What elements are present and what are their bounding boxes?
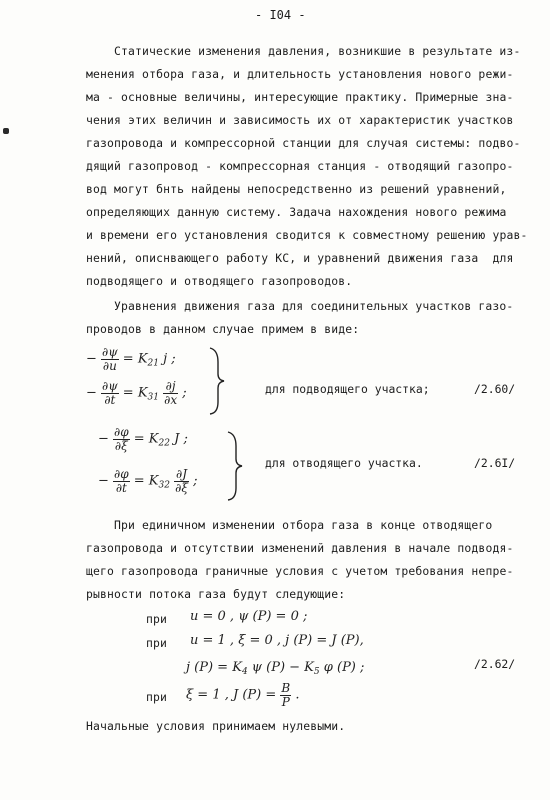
equation-2-61-b: − $\frac{\partial\varphi}{\partial t}$ = $K_{32}$ $\frac{\partial J}{\partial\xi}$ ; bbox=[98, 467, 198, 495]
condition-4: ξ = 1 , J (P) = $\frac{B}{P}$ . bbox=[186, 681, 300, 709]
text-line: менения отбора газа, и длительность установления нового режи- bbox=[86, 67, 514, 81]
text-line: нений, описнвающего работу КС, и уравнений движения газа для bbox=[86, 251, 514, 265]
equation-2-61-a: − $\frac{\partial\varphi}{\partial\xi}$ = $K_{22}$ J ; bbox=[98, 425, 188, 453]
text-line: чения этих величин и зависимость их от характеристик участков bbox=[86, 113, 514, 127]
equation-number: /2.62/ bbox=[474, 657, 516, 671]
equation-number: /2.6I/ bbox=[474, 456, 516, 470]
condition-3: j $(P) = K_4$ ψ $(P) - K_5$ φ (P) ; bbox=[186, 660, 365, 677]
text-line: и времени его установления сводится к совместному решению урав- bbox=[86, 228, 528, 242]
condition-1: u = 0 , ψ (P) = 0 ; bbox=[190, 609, 308, 624]
text-line: определяющих данную систему. Задача нахождения нового режима bbox=[86, 205, 507, 219]
text-line: Начальные условия принимаем нулевыми. bbox=[86, 719, 346, 733]
text-line: рывности потока газа будут следующие: bbox=[86, 587, 346, 601]
brace-icon bbox=[206, 346, 228, 416]
text-line: дящий газопровод - компрессорная станция - отводящий газопро- bbox=[86, 159, 514, 173]
text-line: подводящего и отводящего газопроводов. bbox=[86, 274, 353, 288]
text-line: проводов в данном случае примем в виде: bbox=[86, 322, 360, 336]
page-number: - I04 - bbox=[255, 8, 306, 22]
condition-2: u = 1 , ξ = 0 , j (P) = J (P), bbox=[190, 633, 364, 648]
text-line: вод могут бнть найдены непосредственно из решений уравнений, bbox=[86, 182, 507, 196]
equation-2-60-a: − $\frac{\partial\psi}{\partial u}$ = $K_{21}$ j ; bbox=[86, 345, 176, 373]
condition-prefix: при bbox=[146, 690, 168, 704]
equation-2-60-b: − $\frac{\partial\psi}{\partial t}$ = $K_{31}$ $\frac{\partial j}{\partial x}$ ; bbox=[86, 379, 187, 407]
text-line: щего газопровода граничные условия с учетом требования непре- bbox=[86, 564, 514, 578]
text-line: Уравнения движения газа для соединительных участков газо- bbox=[114, 299, 514, 313]
brace-icon bbox=[224, 430, 246, 502]
text-line: ма - основные величины, интересующие практику. Примерные зна- bbox=[86, 90, 514, 104]
system-label: для подводящего участка; bbox=[265, 382, 430, 396]
condition-prefix: при bbox=[146, 612, 168, 626]
text-line: газопровода и компрессорной станции для случая системы: подво- bbox=[86, 136, 521, 150]
margin-mark bbox=[3, 128, 9, 134]
system-label: для отводящего участка. bbox=[265, 456, 423, 470]
text-line: газопровода и отсутствии изменений давления в начале подводя- bbox=[86, 541, 514, 555]
condition-prefix: при bbox=[146, 636, 168, 650]
text-line: При единичном изменении отбора газа в конце отводящего bbox=[114, 518, 493, 532]
equation-number: /2.60/ bbox=[474, 382, 516, 396]
text-line: Статические изменения давления, возникшие в результате из- bbox=[114, 44, 521, 58]
